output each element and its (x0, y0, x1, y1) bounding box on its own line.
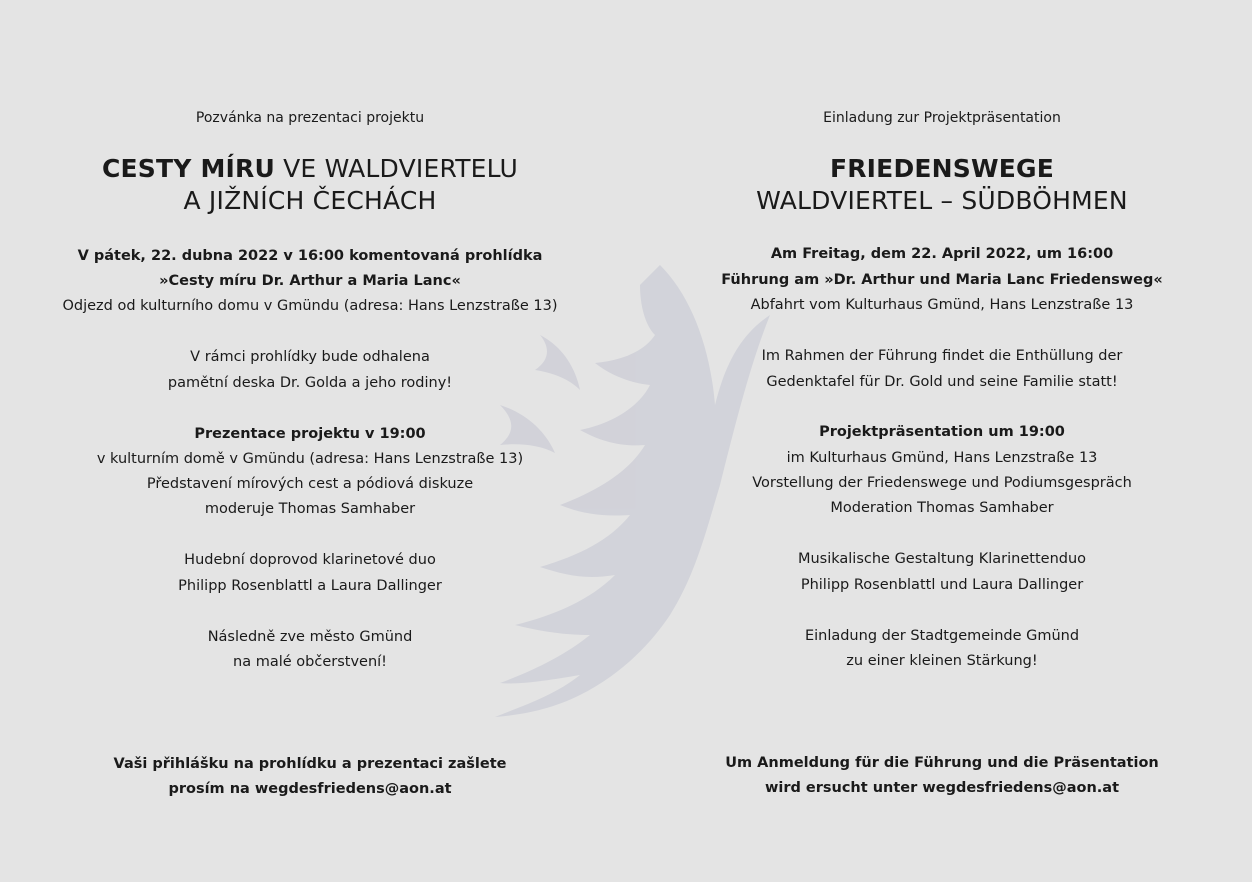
presentation-venue: v kulturním domě v Gmündu (adresa: Hans Lenzstraße 13) (96, 451, 524, 467)
title-rest: VE WALDVIERTELU (274, 154, 519, 183)
signup-text-2: prosím na wegdesfriedens@aon.at (168, 781, 452, 797)
page-title (30, 153, 590, 185)
event-name: »Cesty míru Dr. Arthur a Maria Lanc« (159, 273, 461, 289)
event-name: Führung am »Dr. Arthur und Maria Lanc Friedensweg« (721, 272, 1163, 288)
presentation-moderator: moderuje Thomas Samhaber (204, 501, 416, 517)
presentation-desc: Vorstellung der Friedenswege und Podiumsgespräch (752, 475, 1132, 491)
title-bold: CESTY MÍRU (101, 154, 275, 183)
title-line-2: A JIŽNÍCH ČECHÁCH (183, 186, 437, 215)
presentation-desc: Představení mírových cest a pódiová diskuze (146, 476, 474, 492)
event-departure: Abfahrt vom Kulturhaus Gmünd, Hans Lenzstraße 13 (750, 297, 1134, 313)
plaque-text-2: Gedenktafel für Dr. Gold und seine Familie statt! (766, 374, 1118, 390)
page-title: FRIEDENSWEGE (829, 154, 1055, 183)
plaque-text-1: Im Rahmen der Führung findet die Enthüllung der (761, 348, 1123, 364)
music-text-2: Philipp Rosenblattl und Laura Dallinger (800, 577, 1084, 593)
refresh-text-1: Následně zve město Gmünd (207, 629, 413, 645)
presentation-moderator: Moderation Thomas Samhaber (830, 500, 1054, 516)
presentation-venue: im Kulturhaus Gmünd, Hans Lenzstraße 13 (786, 450, 1098, 466)
music-text-1: Hudební doprovod klarinetové duo (184, 552, 436, 568)
music-text-1: Musikalische Gestaltung Klarinettenduo (797, 551, 1087, 567)
refresh-text-2: zu einer kleinen Stärkung! (846, 653, 1038, 669)
signup-text-1: Um Anmeldung für die Führung und die Präsentation (725, 755, 1159, 771)
event-departure: Odjezd od kulturního domu v Gmündu (adresa: Hans Lenzstraße 13) (62, 298, 558, 314)
event-date: V pátek, 22. dubna 2022 v 16:00 komentovaná prohlídka (77, 248, 543, 264)
title-line-2: WALDVIERTEL – SÜDBÖHMEN (756, 186, 1128, 215)
plaque-text-1: V rámci prohlídky bude odhalena (190, 349, 430, 365)
refresh-text-2: na malé občerstvení! (233, 654, 387, 670)
plaque-text-2: pamětní deska Dr. Golda a jeho rodiny! (167, 375, 453, 391)
signup-text-1: Vaši přihlášku na prohlídku a prezentaci zašlete (113, 756, 507, 772)
presentation-title: Prezentace projektu v 19:00 (194, 426, 426, 442)
signup-text-2: wird ersucht unter wegdesfriedens@aon.at (764, 780, 1120, 796)
event-date: Am Freitag, dem 22. April 2022, um 16:00 (770, 246, 1114, 262)
presentation-title: Projektpräsentation um 19:00 (819, 424, 1065, 440)
music-text-2: Philipp Rosenblattl a Laura Dallinger (178, 578, 442, 594)
intro-text: Pozvánka na prezentaci projektu (195, 110, 425, 126)
refresh-text-1: Einladung der Stadtgemeinde Gmünd (804, 628, 1080, 644)
intro-text: Einladung zur Projektpräsentation (823, 110, 1061, 126)
